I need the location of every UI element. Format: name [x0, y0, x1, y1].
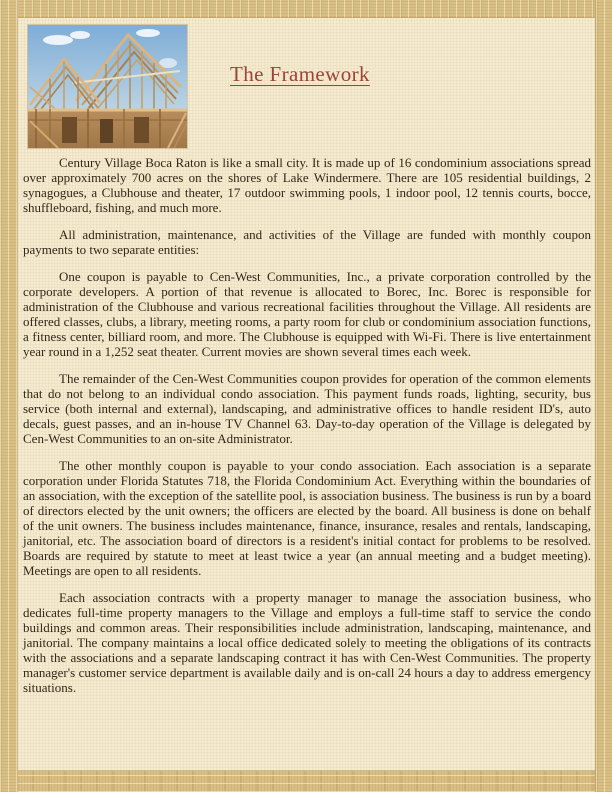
framing-photo-art [28, 25, 187, 148]
body-text [23, 155, 591, 707]
paragraph-intro: Century Village Boca Raton is like a small city. It is made up of 16 condominium associations spread over approximately 700 acres on the shores of Lake Windermere. There are 105 residential buildings, 2 synagogues, a Clubhouse and theater, 17 outdoor swimming pools, 1 indoor pool, 12 tennis courts, bocce, shuffleboard, fishing, and much more. [23, 155, 591, 215]
paragraph-funding: All administration, maintenance, and activities of the Village are funded with monthly coupon payments to two separate entities: [23, 227, 591, 257]
decorative-border-top [0, 0, 612, 18]
construction-photo [28, 25, 187, 148]
decorative-border-bottom [0, 770, 612, 792]
paragraph-common-elements: The remainder of the Cen-West Communities coupon provides for operation of the common elements that do not belong to an individual condo association. This payment funds roads, lighting, security, bus service (both internal and external), landscaping, and administrative offices to handle resident ID's, auto decals, guest passes, and an in-house TV Channel 63. Day-to-day operation of the Village is delegated by Cen-West Communities to an on-site Administrator. [23, 371, 591, 446]
decorative-border-left [0, 0, 18, 792]
page-title: The Framework [230, 62, 370, 86]
paragraph-condo-association: The other monthly coupon is payable to your condo association. Each association is a separate corporation under Florida Statutes 718, the Florida Condominium Act. Everything within the boundaries of an association, with the exception of the satellite pool, is association business. The business is run by a board of directors elected by the unit owners; the officers are elected by the board. All business is done on behalf of the unit owners. The business includes maintenance, finance, insurance, resales and rentals, landscaping, janitorial, etc. The association board of directors is a resident's initial contact for problems to be resolved. Boards are required by statute to meet at least twice a year (an annual meeting and a budget meeting). Meetings are open to all residents. [23, 458, 591, 578]
decorative-border-right [595, 0, 612, 792]
paragraph-property-manager: Each association contracts with a property manager to manage the association business, who dedicates full-time property managers to the Village and employs a full-time staff to service the condo buildings and common areas. Their responsibilities include administration, landscaping, maintenance, and janitorial. The company maintains a local office dedicated solely to meeting the obligations of its contracts with the associations and a separate landscaping contract it has with Cen-West Communities. The property manager's customer service department is available daily and is on-call 24 hours a day to address emergency situations. [23, 590, 591, 695]
framed-wall [28, 109, 187, 148]
paragraph-cenwest-coupon: One coupon is payable to Cen-West Communities, Inc., a private corporation controlled by the corporate developers. A portion of that revenue is allocated to Borec, Inc. Borec is responsible for administration of the Clubhouse and various recreational facilities throughout the Village. All residents are offered classes, clubs, a library, meeting rooms, a party room for club or condominium association functions, a fitness center, billiard room, and more. The Clubhouse is equipped with Wi-Fi. There is live entertainment year round in a 1,252 seat theater. Current movies are shown several times each week. [23, 269, 591, 359]
